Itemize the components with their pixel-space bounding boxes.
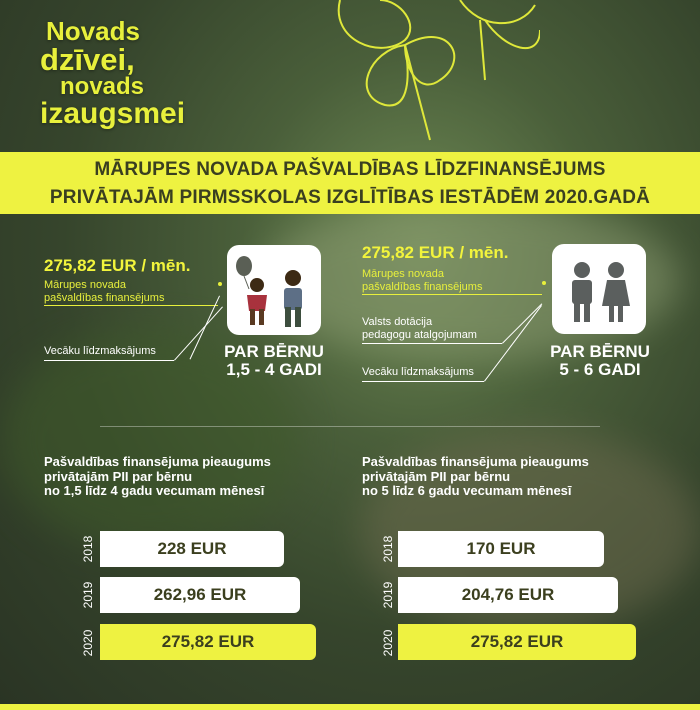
right-funding-label — [362, 268, 482, 294]
left-value-2020: 275,82 EUR — [100, 624, 316, 660]
left-funding-line-1: Mārupes novada — [44, 279, 126, 291]
bottom-accent-strip — [0, 704, 700, 710]
right-year-2018: 2018 — [381, 535, 395, 563]
slogan-line-4: izaugsmei — [40, 97, 186, 130]
left-age-line-1: PAR BĒRNU — [224, 342, 324, 361]
title-line-1: MĀRUPES NOVADA PAŠVALDĪBAS LĪDZFINANSĒJUMS — [94, 159, 606, 180]
left-funding-dot — [218, 282, 222, 286]
right-funding-underline — [362, 294, 542, 295]
left-parent-underline — [44, 360, 174, 361]
right-state-line-2: pedagogu atalgojumam — [362, 329, 477, 341]
right-amount: 275,82 EUR / mēn. — [362, 243, 509, 262]
left-growth-line-1: Pašvaldības finansējuma pieaugums — [44, 454, 271, 469]
right-growth-line-2: privātajām PII par bērnu — [362, 468, 511, 484]
two-children-icon — [552, 244, 646, 334]
slogan-line-2: dzīvei, — [40, 42, 135, 77]
right-age-line-2: 5 - 6 GADI — [559, 360, 641, 379]
right-funding-line-1: Mārupes novada — [362, 268, 444, 280]
section-divider — [100, 426, 600, 427]
right-state-underline — [362, 343, 502, 344]
clover-logo-icon — [310, 0, 540, 150]
left-growth-line-3: no 1,5 līdz 4 gadu vecumam mēnesī — [44, 483, 265, 498]
right-funding-line-2: pašvaldības finansējums — [362, 281, 483, 293]
left-amount: 275,82 EUR / mēn. — [44, 256, 191, 275]
left-growth-line-2: privātajām PII par bērnu — [44, 468, 193, 484]
left-growth-title — [44, 455, 271, 499]
right-funding-dot — [542, 281, 546, 285]
right-value-2018: 170 EUR — [398, 531, 604, 567]
right-value-2019: 204,76 EUR — [398, 577, 618, 613]
child-with-balloon-icon — [227, 245, 321, 335]
right-year-2020: 2020 — [381, 629, 395, 657]
slogan-line-1: Novads — [46, 16, 140, 46]
right-growth-title — [362, 455, 589, 499]
slogan-line-3: novads — [60, 73, 145, 100]
right-growth-line-3: no 5 līdz 6 gadu vecumam mēnesī — [362, 483, 572, 498]
right-age-line-1: PAR BĒRNU — [550, 342, 650, 361]
right-state-line-1: Valsts dotācija — [362, 316, 433, 328]
left-parent-label: Vecāku līdzmaksājums — [44, 345, 156, 357]
left-value-2019: 262,96 EUR — [100, 577, 300, 613]
title-bar — [0, 152, 700, 214]
right-value-2020: 275,82 EUR — [398, 624, 636, 660]
left-funding-label — [44, 279, 164, 305]
left-funding-line-2: pašvaldības finansējums — [44, 292, 165, 304]
right-year-2019: 2019 — [381, 581, 395, 609]
right-growth-line-1: Pašvaldības finansējuma pieaugums — [362, 454, 589, 469]
right-parent-label: Vecāku līdzmaksājums — [362, 366, 474, 378]
left-year-2019: 2019 — [81, 581, 95, 609]
right-parent-underline — [362, 381, 484, 382]
left-value-2018: 228 EUR — [100, 531, 284, 567]
slogan — [40, 18, 185, 129]
left-year-2018: 2018 — [81, 535, 95, 563]
left-age-line-2: 1,5 - 4 GADI — [226, 360, 322, 379]
left-age-label — [216, 343, 332, 379]
right-state-label — [362, 316, 477, 342]
title-line-2: PRIVĀTAJĀM PIRMSSKOLAS IZGLĪTĪBAS IESTĀDĒM 2020.GADĀ — [49, 187, 651, 208]
left-funding-underline — [44, 305, 218, 306]
left-year-2020: 2020 — [81, 629, 95, 657]
right-age-label — [542, 343, 658, 379]
